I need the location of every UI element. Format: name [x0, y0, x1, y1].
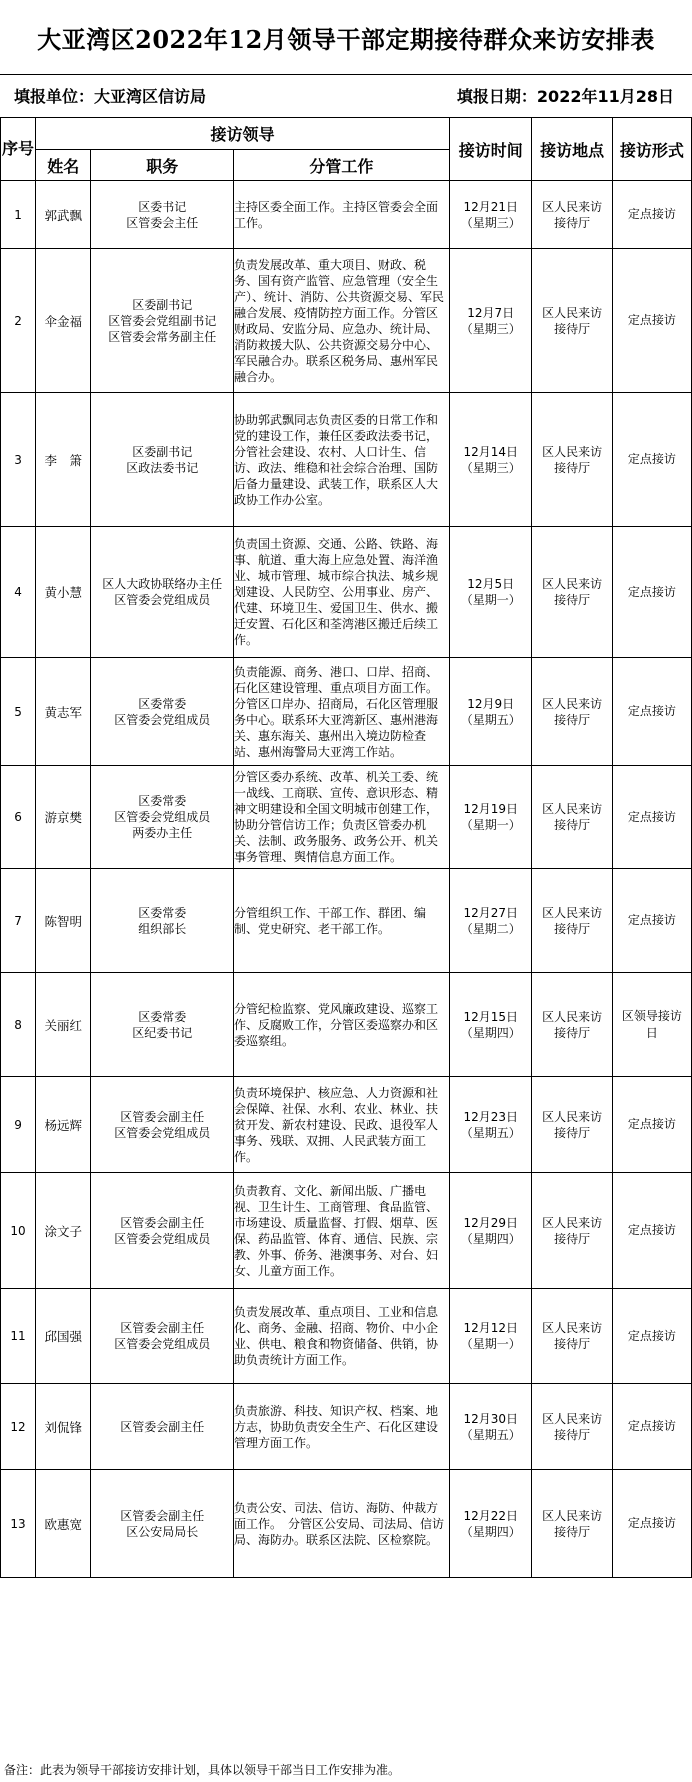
cell-name: 游京樊 [36, 766, 91, 869]
cell-name: 郭武飘 [36, 181, 91, 249]
report-info-bar [0, 74, 692, 117]
schedule-rows [1, 181, 692, 1578]
cell-location [532, 973, 612, 1077]
cell-position-line: 区委常委 [138, 905, 187, 920]
cell-time-line: （星期三） [460, 215, 521, 230]
cell-form [612, 249, 691, 393]
cell-location-line: 接待厅 [554, 593, 591, 607]
cell-name: 刘侃锋 [36, 1384, 91, 1470]
cell-duty: 负责公安、司法、信访、海防、仲裁方面工作。 分管区公安局、司法局、信访局、海防办。联系区法院、区检察院。 [233, 1470, 449, 1578]
cell-position-line: 区委副书记 [132, 444, 193, 459]
header-form: 接访形式 [612, 118, 691, 181]
cell-position [91, 869, 233, 973]
cell-time-line: 12月29日 [463, 1215, 518, 1230]
cell-seq: 1 [1, 181, 36, 249]
cell-location [532, 1289, 612, 1384]
cell-position-line: 区公安局局长 [126, 1524, 199, 1539]
cell-location [532, 869, 612, 973]
cell-time-line: （星期一） [460, 1337, 521, 1351]
cell-form [612, 973, 691, 1077]
cell-form-line: 定点接访 [627, 1328, 676, 1343]
report-date: 填报日期：2022年11月28日 [456, 87, 674, 106]
cell-location [532, 766, 612, 869]
cell-location-line: 区人民来访 [542, 305, 603, 320]
cell-time [449, 1173, 532, 1289]
cell-duty: 分管组织工作、干部工作、群团、编制、党史研究、老干部工作。 [233, 869, 449, 973]
cell-form [612, 766, 691, 869]
cell-duty: 负责国土资源、交通、公路、铁路、海事、航道、重大海上应急处置、海洋渔业、城市管理、城市综合执法、城乡规划建设、人民防空、公用事业、房产、代建、环境卫生、爱国卫生、供水、搬迁安置、石化区和荃湾港区搬迁后续工作。 [233, 527, 449, 658]
header-name: 姓名 [36, 150, 91, 181]
cell-time-line: （星期四） [460, 1231, 521, 1246]
cell-name: 陈智明 [36, 869, 91, 973]
cell-location-line: 区人民来访 [542, 1411, 603, 1426]
table-row [1, 393, 692, 527]
cell-time-line: 12月22日 [463, 1508, 518, 1523]
cell-position-line: 区管委会党组成员 [114, 593, 211, 607]
cell-position-line: 区管委会副主任 [120, 1109, 205, 1124]
cell-name: 黄志军 [36, 658, 91, 766]
cell-seq: 13 [1, 1470, 36, 1578]
cell-position-line: 区管委会党组成员 [114, 1337, 211, 1351]
cell-name: 欧惠宽 [36, 1470, 91, 1578]
cell-location [532, 1384, 612, 1470]
cell-form-line: 定点接访 [627, 1117, 676, 1131]
cell-form-line: 定点接访 [627, 809, 676, 824]
cell-seq: 7 [1, 869, 36, 973]
cell-form [612, 658, 691, 766]
cell-position-line: 区管委会常务副主任 [108, 329, 217, 344]
cell-time [449, 527, 532, 658]
cell-location [532, 658, 612, 766]
header-duty: 分管工作 [233, 150, 449, 181]
cell-time-line: （星期一） [460, 818, 521, 832]
cell-form-line: 定点接访 [627, 452, 676, 466]
cell-seq: 12 [1, 1384, 36, 1470]
cell-position-line: 区管委会主任 [126, 215, 199, 230]
cell-location [532, 393, 612, 527]
cell-time-line: 12月15日 [463, 1009, 518, 1024]
cell-seq: 10 [1, 1173, 36, 1289]
table-row [1, 1077, 692, 1173]
cell-duty: 负责环境保护、核应急、人力资源和社会保障、社保、水利、农业、林业、扶贫开发、新农村建设、民政、退役军人事务、残联、双拥、人民武装方面工作。 [233, 1077, 449, 1173]
cell-seq: 3 [1, 393, 36, 527]
cell-position [91, 1077, 233, 1173]
cell-location-line: 接待厅 [554, 1125, 591, 1140]
cell-location-line: 区人民来访 [542, 1508, 603, 1523]
table-row [1, 1384, 692, 1470]
header-location: 接访地点 [532, 118, 612, 181]
cell-time-line: （星期四） [460, 1524, 521, 1539]
cell-position [91, 181, 233, 249]
cell-position-line: 区人大政协联络办主任 [102, 577, 223, 591]
cell-position-line: 区管委会党组成员 [114, 712, 211, 727]
table-row [1, 658, 692, 766]
cell-time [449, 249, 532, 393]
cell-time-line: 12月14日 [463, 444, 518, 459]
cell-location-line: 接待厅 [554, 1231, 591, 1246]
cell-position [91, 766, 233, 869]
cell-location-line: 接待厅 [554, 1337, 591, 1351]
schedule-table [0, 117, 692, 1578]
table-row [1, 249, 692, 393]
cell-time-line: （星期五） [460, 712, 521, 727]
header-leaders: 接访领导 [36, 118, 450, 150]
cell-position [91, 1470, 233, 1578]
cell-location-line: 接待厅 [554, 215, 591, 230]
cell-location [532, 181, 612, 249]
cell-location-line: 接待厅 [554, 1427, 591, 1442]
cell-time [449, 181, 532, 249]
cell-seq: 6 [1, 766, 36, 869]
cell-position-line: 组织部长 [138, 921, 187, 936]
cell-form-line: 定点接访 [627, 1516, 676, 1530]
header-seq: 序号 [1, 118, 36, 181]
cell-time [449, 1384, 532, 1470]
cell-position-line: 区管委会副主任 [120, 1419, 205, 1434]
header-time: 接访时间 [449, 118, 532, 181]
cell-name: 关丽红 [36, 973, 91, 1077]
cell-time [449, 393, 532, 527]
page-title: 大亚湾区2022年12月领导干部定期接待群众来访安排表 [0, 0, 692, 75]
cell-form-line: 定点接访 [627, 207, 676, 221]
cell-name: 杨远辉 [36, 1077, 91, 1173]
cell-position-line: 区管委会党组成员 [114, 1125, 211, 1140]
cell-time [449, 1077, 532, 1173]
cell-seq: 11 [1, 1289, 36, 1384]
cell-location-line: 区人民来访 [542, 1321, 603, 1335]
cell-seq: 5 [1, 658, 36, 766]
cell-position [91, 1173, 233, 1289]
header-position: 职务 [91, 150, 233, 181]
cell-location-line: 区人民来访 [542, 444, 603, 459]
table-row [1, 1173, 692, 1289]
cell-form-line: 定点接访 [627, 704, 676, 718]
cell-location-line: 区人民来访 [542, 1109, 603, 1124]
cell-time-line: 12月19日 [463, 802, 518, 816]
table-row [1, 527, 692, 658]
cell-form-line: 定点接访 [627, 1223, 676, 1237]
cell-form [612, 527, 691, 658]
reporter-unit: 填报单位：大亚湾区信访局 [14, 87, 207, 106]
cell-duty: 负责旅游、科技、知识产权、档案、地方志，协助负责安全生产、石化区建设管理方面工作。 [233, 1384, 449, 1470]
cell-time-line: （星期三） [460, 321, 521, 336]
cell-seq: 2 [1, 249, 36, 393]
cell-form [612, 869, 691, 973]
cell-form-line: 定点接访 [627, 1419, 676, 1433]
cell-form [612, 1470, 691, 1578]
cell-location-line: 接待厅 [554, 1025, 591, 1040]
cell-time-line: 12月12日 [463, 1321, 518, 1335]
cell-form [612, 1289, 691, 1384]
cell-location [532, 1173, 612, 1289]
cell-position-line: 两委办主任 [132, 826, 193, 840]
cell-position-line: 区委常委 [138, 1009, 187, 1024]
cell-position-line: 区委常委 [138, 696, 187, 711]
cell-position-line: 区纪委书记 [132, 1025, 193, 1040]
cell-time [449, 766, 532, 869]
table-row [1, 766, 692, 869]
cell-seq: 4 [1, 527, 36, 658]
cell-duty: 负责教育、文化、新闻出版、广播电视、卫生计生、工商管理、食品监管、市场建设、质量监督、打假、烟草、医保、药品监管、体育、通信、民族、宗教、外事、侨务、港澳事务、对台、妇女、儿童方面工作。 [233, 1173, 449, 1289]
cell-location-line: 区人民来访 [542, 905, 603, 920]
cell-location-line: 区人民来访 [542, 1009, 603, 1024]
cell-time [449, 973, 532, 1077]
cell-location-line: 接待厅 [554, 921, 591, 936]
cell-form [612, 181, 691, 249]
cell-form-line: 定点接访 [627, 584, 676, 599]
cell-time-line: （星期二） [460, 921, 521, 936]
cell-location-line: 接待厅 [554, 1524, 591, 1539]
cell-time-line: 12月30日 [463, 1411, 518, 1426]
cell-form [612, 1173, 691, 1289]
cell-time-line: 12月5日 [467, 577, 515, 591]
table-row [1, 869, 692, 973]
cell-form-line: 区领导接访 [621, 1008, 682, 1023]
cell-time-line: 12月27日 [463, 905, 518, 920]
cell-location-line: 接待厅 [554, 712, 591, 727]
cell-position-line: 区管委会副主任 [120, 1215, 205, 1230]
cell-duty: 分管区委办系统、改革、机关工委、统一战线、工商联、宣传、意识形态、精神文明建设和全国文明城市创建工作，协助分管信访工作；负责区管委办机关、法制、政务服务、政务公开、机关事务管理、舆情信息方面工作。 [233, 766, 449, 869]
cell-position-line: 区管委会党组成员 [114, 1231, 211, 1246]
footnote: 备注：此表为领导干部接访安排计划，具体以领导干部当日工作安排为准。 [4, 1762, 401, 1777]
cell-form [612, 1384, 691, 1470]
cell-time [449, 1289, 532, 1384]
table-row [1, 973, 692, 1077]
cell-location [532, 527, 612, 658]
cell-form-line: 定点接访 [627, 913, 676, 927]
cell-location [532, 1077, 612, 1173]
cell-position [91, 393, 233, 527]
cell-location-line: 接待厅 [554, 321, 591, 336]
table-row [1, 1470, 692, 1578]
cell-seq: 8 [1, 973, 36, 1077]
cell-name: 邱国强 [36, 1289, 91, 1384]
cell-position [91, 249, 233, 393]
cell-location [532, 249, 612, 393]
cell-form-line: 日 [645, 1025, 658, 1040]
cell-time-line: 12月7日 [467, 305, 515, 320]
cell-form [612, 1077, 691, 1173]
cell-position [91, 527, 233, 658]
cell-time [449, 1470, 532, 1578]
cell-position-line: 区委常委 [138, 794, 187, 808]
cell-position [91, 658, 233, 766]
cell-position-line: 区管委会党组成员 [114, 810, 211, 824]
cell-time-line: 12月9日 [467, 696, 515, 711]
cell-position-line: 区管委会副主任 [120, 1508, 205, 1523]
cell-time [449, 658, 532, 766]
cell-location [532, 1470, 612, 1578]
cell-time [449, 869, 532, 973]
table-row [1, 1289, 692, 1384]
cell-name: 伞金福 [36, 249, 91, 393]
cell-location-line: 接待厅 [554, 460, 591, 475]
cell-location-line: 区人民来访 [542, 802, 603, 816]
cell-time-line: （星期一） [460, 593, 521, 607]
cell-duty: 负责能源、商务、港口、口岸、招商、石化区建设管理、重点项目方面工作。分管区口岸办、招商局，石化区管理服务中心。联系环大亚湾新区、惠州港海关、惠东海关、惠州出入境边防检查站、惠州海警局大亚湾工作站。 [233, 658, 449, 766]
header-row-top [1, 118, 692, 150]
cell-time-line: （星期三） [460, 460, 521, 475]
cell-time-line: 12月21日 [463, 199, 518, 214]
cell-position-line: 区委副书记 [132, 297, 193, 312]
cell-location-line: 区人民来访 [542, 1215, 603, 1230]
cell-position-line: 区管委会副主任 [120, 1321, 205, 1335]
cell-position-line: 区政法委书记 [126, 460, 199, 475]
cell-name: 黄小慧 [36, 527, 91, 658]
cell-time-line: （星期五） [460, 1427, 521, 1442]
cell-duty: 负责发展改革、重大项目、财政、税务、国有资产监管、应急管理（安全生产）、统计、消防、公共资源交易、军民融合发展、疫情防控方面工作。分管区财政局、安监分局、应急办、统计局、消防救援大队、公共资源交易分中心、军民融合办。联系区税务局、惠州军民融合办。 [233, 249, 449, 393]
cell-duty: 负责发展改革、重点项目、工业和信息化、商务、金融、招商、物价、中小企业、供电、粮食和物资储备、供销，协助负责统计方面工作。 [233, 1289, 449, 1384]
cell-time-line: （星期四） [460, 1025, 521, 1040]
cell-location-line: 接待厅 [554, 818, 591, 832]
cell-time-line: （星期五） [460, 1125, 521, 1140]
cell-position [91, 1384, 233, 1470]
cell-position-line: 区管委会党组副书记 [108, 313, 217, 328]
cell-name: 涂文子 [36, 1173, 91, 1289]
cell-location-line: 区人民来访 [542, 199, 603, 214]
cell-duty: 主持区委全面工作。主持区管委会全面工作。 [233, 181, 449, 249]
cell-position-line: 区委书记 [138, 199, 187, 214]
cell-name: 李 箫 [36, 393, 91, 527]
cell-location-line: 区人民来访 [542, 577, 603, 591]
cell-duty: 分管纪检监察、党风廉政建设、巡察工作、反腐败工作，分管区委巡察办和区委巡察组。 [233, 973, 449, 1077]
cell-time-line: 12月23日 [463, 1109, 518, 1124]
cell-position [91, 973, 233, 1077]
table-row [1, 181, 692, 249]
cell-form [612, 393, 691, 527]
cell-form-line: 定点接访 [627, 313, 676, 327]
cell-seq: 9 [1, 1077, 36, 1173]
cell-position [91, 1289, 233, 1384]
cell-location-line: 区人民来访 [542, 696, 603, 711]
cell-duty: 协助郭武飘同志负责区委的日常工作和党的建设工作，兼任区委政法委书记，分管社会建设、农村、人口计生、信访、政法、维稳和社会综合治理、国防后备力量建设、武装工作，联系区人大政协工作办公室。 [233, 393, 449, 527]
